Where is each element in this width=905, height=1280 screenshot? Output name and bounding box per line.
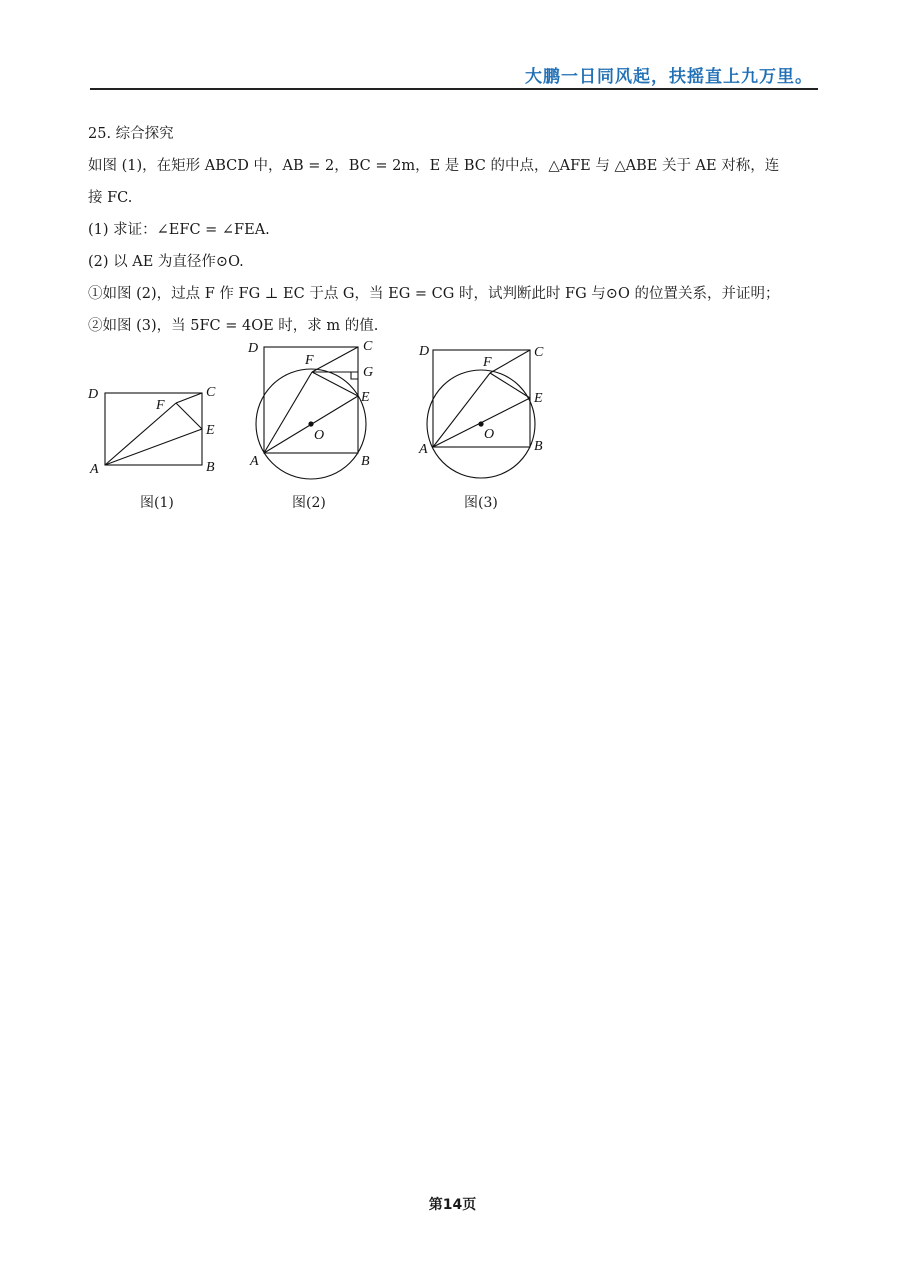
fig1-segment-fe [176,403,202,429]
fig2-label-f: F [305,353,314,368]
fig1-segment-af [105,403,176,465]
fig3-label-d: D [419,344,430,359]
fig2-label-b: B [361,454,370,469]
figures-area [80,332,580,522]
fig1-label-a: A [90,462,99,477]
header-divider [90,88,818,90]
fig3-label-a: A [419,442,428,457]
fig1-rectangle-abcd [105,393,202,465]
fig2-label-a: A [250,454,259,469]
problem-part2-q1: ①如图 (2)，过点 F 作 FG ⊥ EC 于点 G，当 EG = CG 时，试判断此时 FG 与⊙O 的位置关系，并证明； [88,286,780,302]
fig3-rectangle-abcd [433,350,530,447]
fig1-segment-fc [176,393,202,403]
fig2-label-c: C [363,339,373,354]
fig2-label-o: O [314,428,325,443]
problem-title: 25. 综合探究 [88,126,174,142]
fig2-right-angle-mark [351,372,358,379]
fig1-label-c: C [206,385,216,400]
fig3-label-e: E [534,391,543,406]
problem-25 [88,118,828,342]
fig2-caption: 图(2) [292,495,326,511]
fig3-center-dot [478,421,483,426]
page-number: 第14页 [428,1197,477,1213]
fig2-segment-af [264,372,312,453]
problem-stem-line2: 接 FC. [88,190,133,206]
fig2-label-e: E [361,390,370,405]
fig3-segment-af [433,373,490,447]
problem-part2-q2: ②如图 (3)，当 5FC = 4OE 时，求 m 的值. [88,318,379,334]
fig3-label-o: O [484,427,495,442]
fig1-label-e: E [206,423,215,438]
fig3-caption: 图(3) [464,495,498,511]
fig2-label-g: G [363,365,374,380]
problem-part2: (2) 以 AE 为直径作⊙O. [88,254,244,270]
fig2-label-d: D [248,341,259,356]
fig3-label-c: C [534,345,544,360]
fig3-segment-fe [490,373,530,398]
fig1-segment-ae [105,429,202,465]
problem-stem-line1: 如图 (1)，在矩形 ABCD 中，AB = 2，BC = 2m，E 是 BC 的中点，△AFE 与 △ABE 关于 AE 对称，连 [88,158,780,174]
fig2-segment-fc [312,347,358,372]
fig1-label-f: F [156,398,165,413]
fig2-center-dot [308,421,313,426]
problem-part1: (1) 求证：∠EFC = ∠FEA. [88,222,270,238]
fig1-caption: 图(1) [140,495,174,511]
fig3-segment-fc [490,350,530,373]
figure-3 [427,350,535,478]
fig1-label-d: D [88,387,99,402]
fig3-label-b: B [534,439,543,454]
fig3-label-f: F [483,355,492,370]
figure-1 [105,393,202,465]
fig1-label-b: B [206,460,215,475]
header-motto: 大鹏一日同风起，扶摇直上九万里。 [525,67,813,87]
